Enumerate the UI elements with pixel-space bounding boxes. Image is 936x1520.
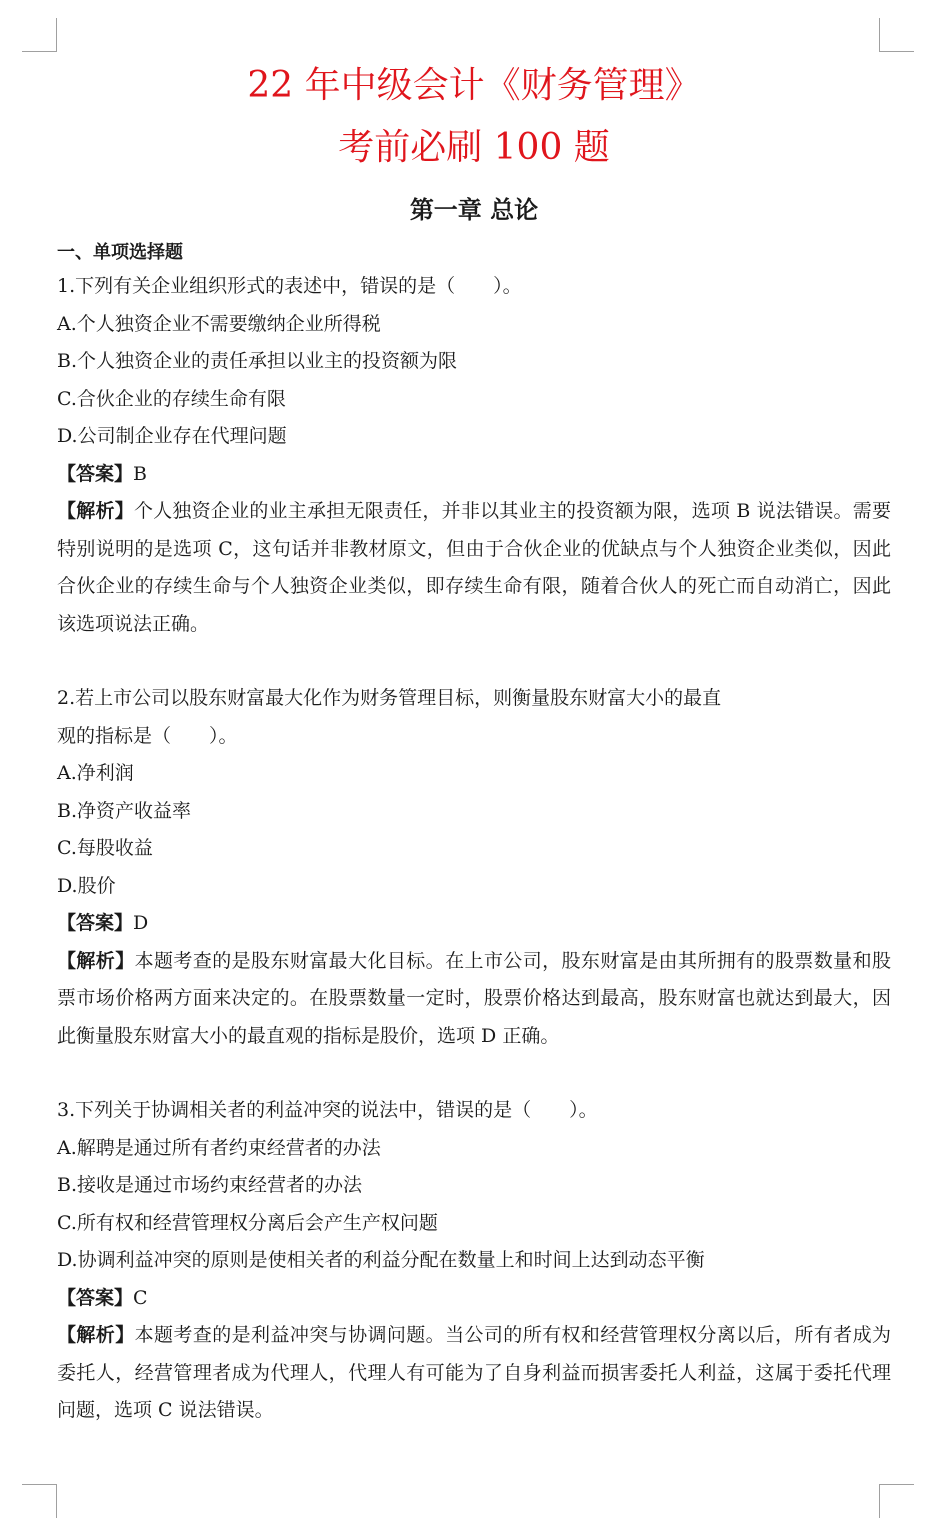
option-a: A.解聘是通过所有者约束经营者的办法	[57, 1136, 381, 1159]
doc-title: 22 年中级会计《财务管理》	[247, 65, 701, 106]
option-b: B.净资产收益率	[57, 799, 192, 822]
analysis-tag: 【解析】	[57, 949, 135, 972]
option-c: C.合伙企业的存续生命有限	[57, 387, 286, 410]
analysis-paragraph	[57, 493, 891, 643]
option-c: C.所有权和经营管理权分离后会产生产权问题	[57, 1211, 438, 1234]
answer-value: B	[133, 462, 147, 485]
answer-tag: 【答案】	[57, 1286, 134, 1309]
document-body	[57, 58, 891, 1430]
answer-line	[57, 456, 891, 494]
section-heading: 一、单项选择题	[57, 242, 183, 263]
option-b: B.个人独资企业的责任承担以业主的投资额为限	[57, 350, 458, 372]
analysis-paragraph	[57, 1317, 891, 1430]
question-block	[57, 1092, 891, 1430]
analysis-tag: 【解析】	[57, 1324, 135, 1346]
answer-value: C	[133, 1286, 148, 1309]
doc-subtitle: 考前必刷 100 题	[338, 127, 610, 168]
answer-line	[57, 905, 891, 943]
analysis-text: 个人独资企业的业主承担无限责任，并非以其业主的投资额为限，选项 B 说法错误。需要特别说明的是选项 C，这句话并非教材原文，但由于合伙企业的优缺点与个人独资企业类似，因此合伙企业的存续生命与个人独资企业类似，即存续生命有限，随着合伙人的死亡而自动消亡，因此该选项说法正确。	[57, 500, 891, 635]
option-d: D.公司制企业存在代理问题	[57, 425, 287, 447]
question-block	[57, 268, 891, 643]
question-stem: 1.下列有关企业组织形式的表述中，错误的是（ ）。	[57, 275, 522, 297]
analysis-text: 本题考查的是股东财富最大化目标。在上市公司，股东财富是由其所拥有的股票数量和股票市场价格两方面来决定的。在股票数量一定时，股票价格达到最高，股东财富也就达到最大，因此衡量股东财富大小的最直观的指标是股价，选项 D 正确。	[57, 949, 891, 1047]
option-d: D.协调利益冲突的原则是使相关者的利益分配在数量上和时间上达到动态平衡	[57, 1249, 705, 1271]
option-a: A.净利润	[57, 762, 134, 784]
analysis-tag: 【解析】	[57, 500, 134, 522]
option-c: C.每股收益	[57, 837, 153, 859]
question-stem-cont: 观的指标是（ ）。	[57, 724, 238, 747]
answer-tag: 【答案】	[57, 912, 134, 934]
answer-line	[57, 1280, 891, 1318]
option-a: A.个人独资企业不需要缴纳企业所得税	[57, 312, 381, 335]
option-b: B.接收是通过市场约束经营者的办法	[57, 1174, 363, 1196]
question-stem: 3.下列关于协调相关者的利益冲突的说法中，错误的是（ ）。	[57, 1099, 598, 1121]
chapter-heading: 第一章 总论	[409, 195, 539, 224]
analysis-paragraph	[57, 943, 891, 1056]
question-block	[57, 680, 891, 1055]
analysis-text: 本题考查的是利益冲突与协调问题。当公司的所有权和经营管理权分离以后，所有者成为委托人，经营管理者成为代理人，代理人有可能为了自身利益而损害委托人利益，这属于委托代理问题，选项 C 说法错误。	[57, 1324, 891, 1421]
answer-value: D	[133, 912, 149, 934]
option-d: D.股价	[57, 874, 116, 897]
answer-tag: 【答案】	[57, 462, 134, 485]
question-stem: 2.若上市公司以股东财富最大化作为财务管理目标，则衡量股东财富大小的最直	[57, 687, 722, 709]
